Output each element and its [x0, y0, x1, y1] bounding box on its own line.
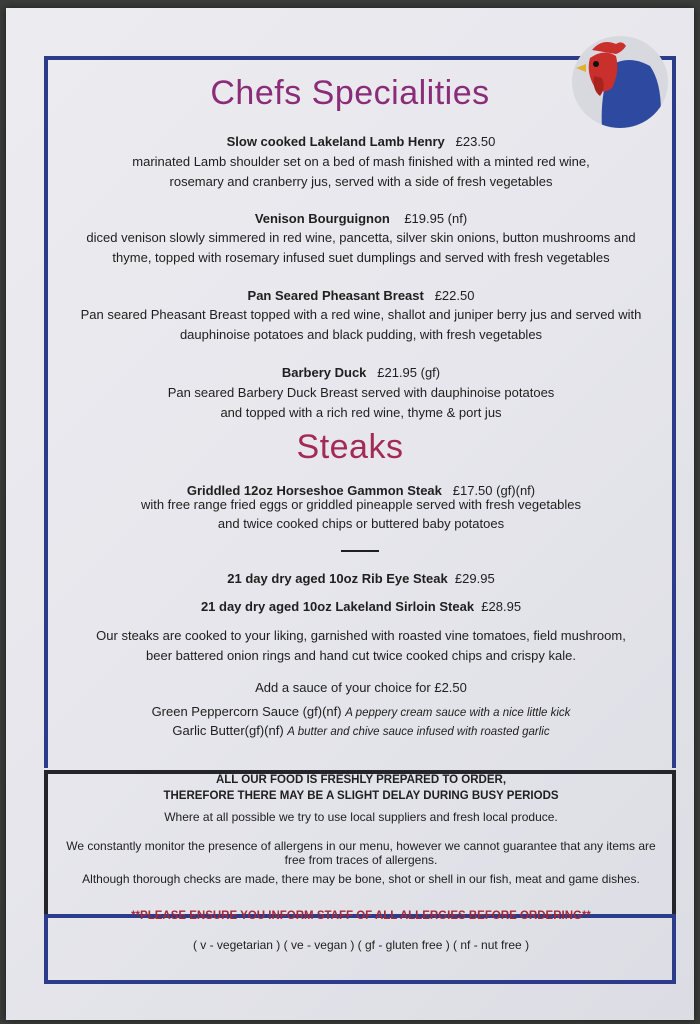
gammon-desc-1: with free range fried eggs or griddled pineapple served with fresh vegetables	[140, 497, 582, 512]
sauce-peppercorn	[0, 703, 700, 722]
pheasant-title	[0, 287, 700, 304]
gammon-name: Griddled 12oz Horseshoe Gammon Steak	[186, 483, 442, 498]
duck-price: £21.95 (gf)	[377, 365, 441, 380]
ribeye-price: £29.95	[454, 571, 495, 586]
garnish-1: Our steaks are cooked to your liking, garnished with roasted vine tomatoes, field mushroom,	[96, 628, 626, 643]
venison-desc-2: thyme, topped with rosemary infused suet dumplings and served with fresh vegetables	[112, 250, 610, 265]
sauce-garlic-name: Garlic Butter(gf)(nf)	[172, 723, 284, 738]
duck-title	[0, 364, 700, 381]
sauce-peppercorn-desc: A peppery cream sauce with a nice little kick	[345, 707, 571, 719]
specialities-heading: Chefs Specialities	[210, 74, 490, 112]
pheasant-desc-1: Pan seared Pheasant Breast topped with a red wine, shallot and juniper berry jus and served with	[80, 307, 642, 322]
lamb-name: Slow cooked Lakeland Lamb Henry	[226, 134, 445, 149]
duck-desc-2: and topped with a rich red wine, thyme & port jus	[220, 405, 502, 420]
sauce-peppercorn-name: Green Peppercorn Sauce (gf)(nf)	[151, 704, 342, 719]
pheasant-desc-2: dauphinoise potatoes and black pudding, with fresh vegetables	[179, 327, 543, 342]
sauce-garlic	[0, 722, 700, 741]
ribeye-name: 21 day dry aged 10oz Rib Eye Steak	[227, 571, 448, 586]
sauce-intro: Add a sauce of your choice for £2.50	[255, 680, 467, 695]
gammon-desc-2: and twice cooked chips or buttered baby potatoes	[217, 516, 505, 531]
notice-line-2: We constantly monitor the presence of allergens in our menu, however we cannot guarantee that any items are	[66, 839, 656, 853]
notice-title-1: ALL OUR FOOD IS FRESHLY PREPARED TO ORDER,	[215, 774, 507, 786]
duck-desc-1: Pan seared Barbery Duck Breast served with dauphinoise potatoes	[167, 385, 555, 400]
notice-line-4: Although thorough checks are made, there may be bone, shot or shell in our fish, meat and game dishes.	[82, 872, 640, 886]
sauce-garlic-desc: A butter and chive sauce infused with roasted garlic	[287, 726, 550, 738]
venison-price: £19.95 (nf)	[404, 211, 468, 226]
venison-desc-1: diced venison slowly simmered in red wine, pancetta, silver skin onions, button mushrooms and	[86, 230, 636, 245]
notice-line-1: Where at all possible we try to use local suppliers and fresh local produce.	[164, 810, 558, 824]
sirloin-name: 21 day dry aged 10oz Lakeland Sirloin Steak	[200, 599, 475, 614]
lamb-desc-1: marinated Lamb shoulder set on a bed of mash finished with a minted red wine,	[132, 154, 590, 169]
venison-title	[0, 210, 700, 227]
allergy-warning: **PLEASE ENSURE YOU INFORM STAFF OF ALL ALLERGIES BEFORE ORDERING**	[131, 910, 591, 922]
lamb-desc-2: rosemary and cranberry jus, served with a side of fresh vegetables	[169, 174, 553, 189]
sirloin-price: £28.95	[481, 599, 522, 614]
lamb-price: £23.50	[455, 134, 496, 149]
ribeye-line	[0, 570, 700, 587]
gammon-price: £17.50 (gf)(nf)	[452, 483, 536, 498]
steaks-heading: Steaks	[296, 428, 404, 466]
allergy-key: ( v - vegetarian ) ( ve - vegan ) ( gf - gluten free ) ( nf - nut free )	[192, 938, 530, 952]
divider	[341, 550, 379, 552]
notice-title-2: THEREFORE THERE MAY BE A SLIGHT DELAY DURING BUSY PERIODS	[163, 790, 559, 802]
garnish-2: beer battered onion rings and hand cut twice cooked chips and crispy kale.	[146, 648, 576, 663]
venison-name: Venison Bourguignon	[254, 211, 390, 226]
pheasant-name: Pan Seared Pheasant Breast	[247, 288, 424, 303]
sirloin-line	[0, 598, 700, 615]
lamb-title	[0, 133, 700, 150]
pheasant-price: £22.50	[434, 288, 475, 303]
duck-name: Barbery Duck	[281, 365, 367, 380]
notice-line-3: free from traces of allergens.	[284, 853, 438, 867]
